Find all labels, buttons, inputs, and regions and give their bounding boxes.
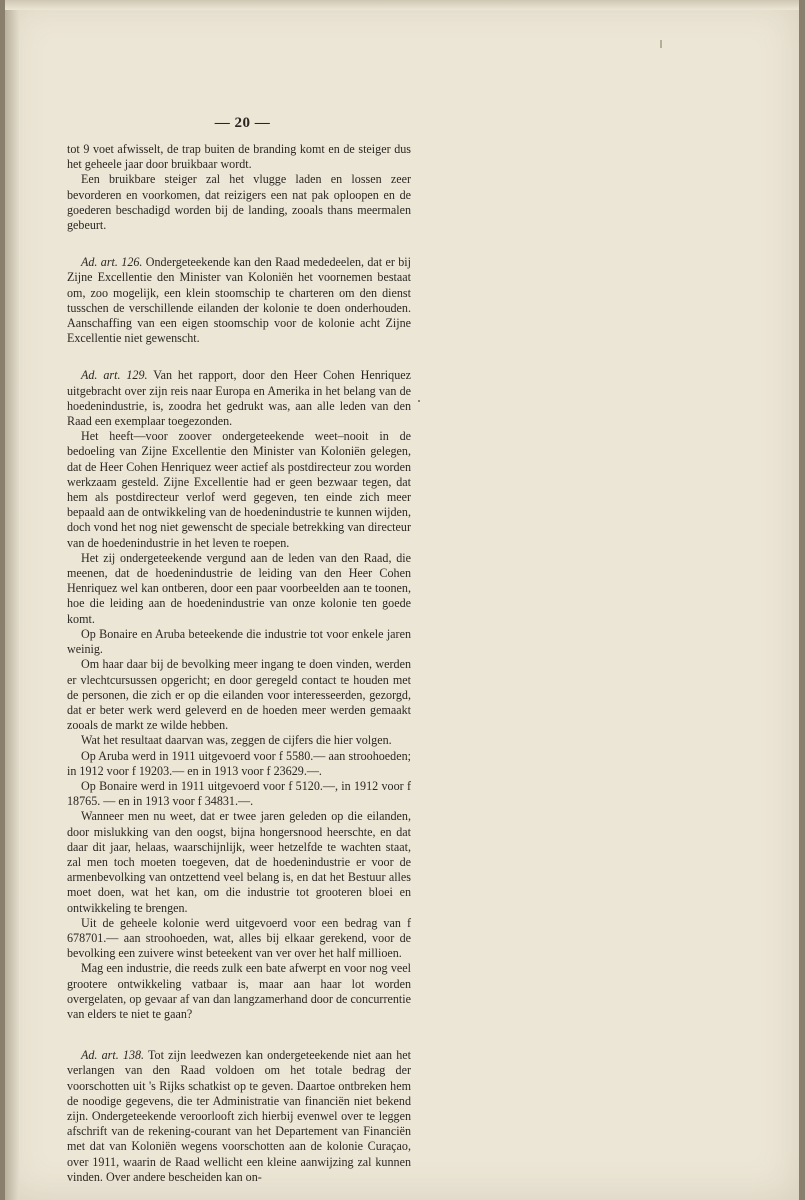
paper-mark — [660, 40, 662, 48]
paragraph-steiger-1: tot 9 voet afwisselt, de trap buiten de branding komt en de steiger dus het geheele jaar door bruikbaar wordt. — [67, 142, 411, 172]
paragraph-bonaire-aruba: Op Bonaire en Aruba beteekende die industrie tot voor enkele jaren weinig. — [67, 626, 411, 657]
paper-speck — [418, 400, 420, 402]
paragraph-postdirecteur: Het heeft—voor zoover ondergeteekende weet–nooit in de bedoeling van Zijne Excellentie den Minister van Koloniën gelegen, dat de Heer Cohen Henriquez weer actief als postdirecteur zou worden werkzaam gesteld. Zijne Excellentie had er geen bezwaar tegen, dat hem als postdirecteur verlof werd gegeven, ten einde zich meer bepaald aan de ontwikkeling van de hoedenindustrie te kunnen wijden, doch vond het nog niet gewenscht de speciale betrekking van directeur van de hoedenindustrie in het leven te roepen. — [67, 429, 411, 550]
paragraph-bonaire-export: Op Bonaire werd in 1911 uitgevoerd voor f 5120.—, in 1912 voor f 18765. — en in 1913 voor f 34831.—. — [67, 778, 411, 809]
page-edge-shadow — [5, 0, 19, 1200]
paragraph-aruba-export: Op Aruba werd in 1911 uitgevoerd voor f 5580.— aan stroohoeden; in 1912 voor f 19203.— en in 1913 voor f 23629.—. — [67, 748, 411, 778]
paragraph-leiding: Het zij ondergeteekende vergund aan de leden van den Raad, die meenen, dat de hoedenindustrie de leiding van den Heer Cohen Henriquez wel kan ontberen, door een paar voorbeelden aan te toonen, hoe die leiding aan de hoedenindustrie van onze kolonie ten goede komt. — [67, 550, 411, 626]
page-number: — 20 — — [214, 115, 271, 131]
article-reference: Ad. art. 126. — [81, 255, 143, 270]
page-top-edge — [5, 0, 799, 10]
paragraph-resultaat: Wat het resultaat daarvan was, zeggen de cijfers die hier volgen. — [81, 733, 392, 748]
text-column — [67, 142, 411, 1185]
paragraph-vlechtcursussen: Om haar daar bij de bevolking meer ingang te doen vinden, werden er vlechtcursussen opgericht; en door geregeld contact te houden met de personen, die zich er op die eilanden voor interesseerden, gezorgd, dat er beter werk werd geleverd en de hoeden meer werden gemaakt zooals de markt ze wilde hebben. — [67, 657, 411, 733]
document-page — [5, 0, 799, 1200]
article-reference: Ad. art. 129. — [81, 368, 148, 383]
paragraph-totaal-export: Uit de geheele kolonie werd uitgevoerd voor een bedrag van f 678701.— aan stroohoeden, wat, alles bij elkaar gerekend, voor de bevolking een zuivere winst beteekent van ver over het half millioen. — [67, 915, 411, 961]
paragraph-art-138: Ad. art. 138. Tot zijn leedwezen kan ondergeteekende niet aan het verlangen van den Raad voldoen om het totale bedrag der voorschotten uit 's Rijks schatkist op te geven. Daartoe ontbreken hem de noodige gegevens, die ter Administratie van financiën niet bekend zijn. Ondergeteekende veroorlooft zich hierbij evenwel over te leggen afschrift van de rekening-courant van het Departement van Financiën met dat van Koloniën wegens voorschotten aan de kolonie Curaçao, over 1911, waarin de Raad wellicht een kleine aanwijzing zal kunnen vinden. Over andere bescheiden kan on- — [67, 1048, 411, 1184]
article-reference: Ad. art. 138. — [81, 1048, 145, 1063]
paragraph-art-129: Ad. art. 129. Van het rapport, door den Heer Cohen Henriquez uitgebracht over zijn reis naar Europa en Amerika in het belang van de hoedenindustrie, is, zoodra het gedrukt was, aan alle leden van den Raad een exemplaar toegezonden. — [67, 368, 411, 429]
paragraph-art-126: Ad. art. 126. Ondergeteekende kan den Raad mededeelen, dat er bij Zijne Excellentie den Minister van Koloniën het voornemen bestaat om, zoo mogelijk, een klein stoomschip te charteren om den dienst tusschen de verschillende eilanden der kolonie te doen onderhouden. Aanschaffing van een eigen stoomschip voor de kolonie acht Zijne Excellentie niet gewenscht. — [67, 255, 411, 346]
paragraph-steiger-2: Een bruikbare steiger zal het vlugge laden en lossen zeer bevorderen en voorkomen, dat reizigers een nat pak oploopen en de goederen beschadigd worden bij de landing, zooals thans meermalen gebeurt. — [67, 172, 411, 233]
paragraph-vraag: Mag een industrie, die reeds zulk een bate afwerpt en voor nog veel grootere ontwikkeling vatbaar is, maar aan haar lot worden overgelaten, op gevaar af van dan langzamerhand door de concurrentie van elders te niet te gaan? — [67, 961, 411, 1021]
paragraph-hongersnood: Wanneer men nu weet, dat er twee jaren geleden op die eilanden, door mislukking van den oogst, bijna hongersnood heerschte, en dat daar dit jaar, helaas, waarschijnlijk, weer hetzelfde te wachten staat, zal men toch moeten toegeven, dat de hoedenindustrie er voor de armenbevolking van ontzettend veel belang is, en dat het Bestuur alles moet doen, wat het kan, om die industrie tot grooteren bloei en ontwikkeling te brengen. — [67, 809, 411, 915]
